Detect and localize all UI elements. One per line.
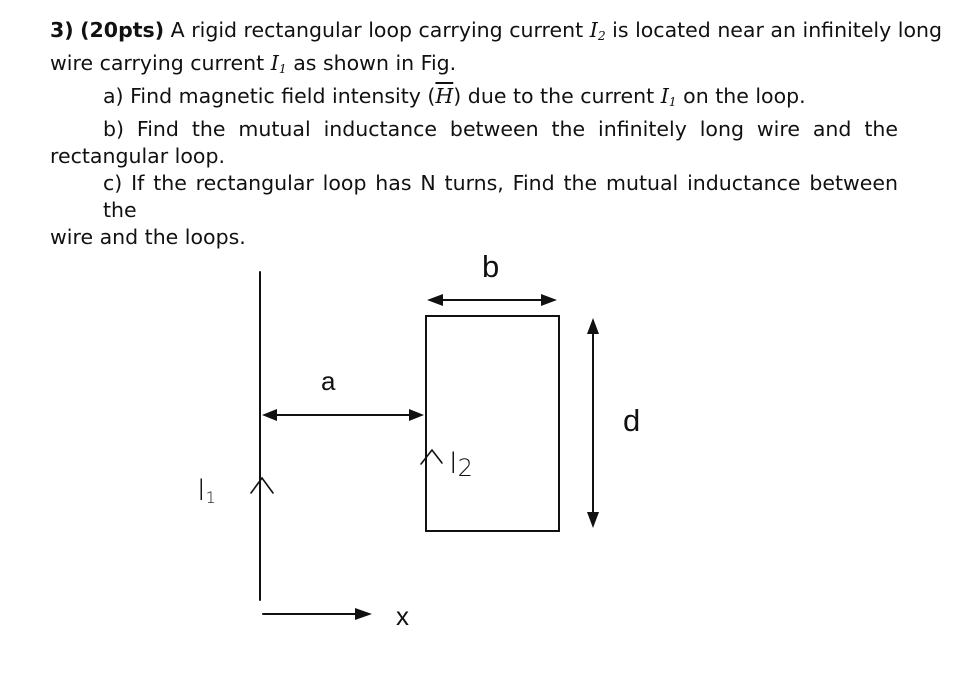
h-vector-symbol: $\overline{H}$	[435, 84, 454, 109]
width-b-arrowhead-left-icon	[427, 294, 443, 306]
distance-a-arrowhead-left-icon	[262, 409, 277, 421]
current-i1-arrow-icon	[251, 478, 273, 493]
problem-number: 3)	[50, 18, 74, 42]
current-i1-symbol: $I_1$	[270, 51, 287, 77]
label-i2: I2	[449, 446, 473, 482]
part-c-line-1: c) If the rectangular loop has N turns, Find the mutual inductance between the	[103, 171, 898, 223]
current-i2-symbol: $I_2$	[589, 18, 606, 44]
problem-intro-text-4: as shown in Fig.	[293, 51, 457, 76]
part-a-text-3: on the loop.	[683, 84, 806, 109]
current-i1-symbol-part-a: $I_1$	[660, 84, 677, 110]
label-a: a	[321, 366, 336, 396]
distance-a-arrowhead-right-icon	[409, 409, 424, 421]
problem-intro-text-2: is located near an infinitely long	[612, 18, 943, 42]
part-a-text-2: ) due to the current	[453, 84, 655, 109]
label-x: x	[396, 601, 409, 631]
part-b-line-2: rectangular loop.	[50, 144, 225, 169]
label-i1: I1	[197, 473, 216, 507]
part-c-line-2: wire and the loops.	[50, 225, 246, 250]
problem-points: (20pts)	[80, 18, 165, 42]
rectangular-loop	[426, 316, 559, 531]
height-d-arrowhead-down-icon	[587, 512, 599, 528]
label-d: d	[623, 403, 641, 438]
label-b: b	[482, 249, 500, 284]
width-b-arrowhead-right-icon	[541, 294, 557, 306]
current-i2-arrow-icon	[421, 450, 442, 464]
part-a-text-1: a) Find magnetic field intensity (	[103, 84, 436, 109]
part-b-line-1: b) Find the mutual inductance between the infinitely long wire and the	[103, 117, 898, 142]
height-d-arrowhead-up-icon	[587, 318, 599, 334]
problem-intro-text-1: A rigid rectangular loop carrying current	[170, 18, 584, 42]
x-axis-arrowhead-icon	[355, 608, 372, 620]
problem-intro-text-3: wire carrying current	[50, 51, 265, 76]
